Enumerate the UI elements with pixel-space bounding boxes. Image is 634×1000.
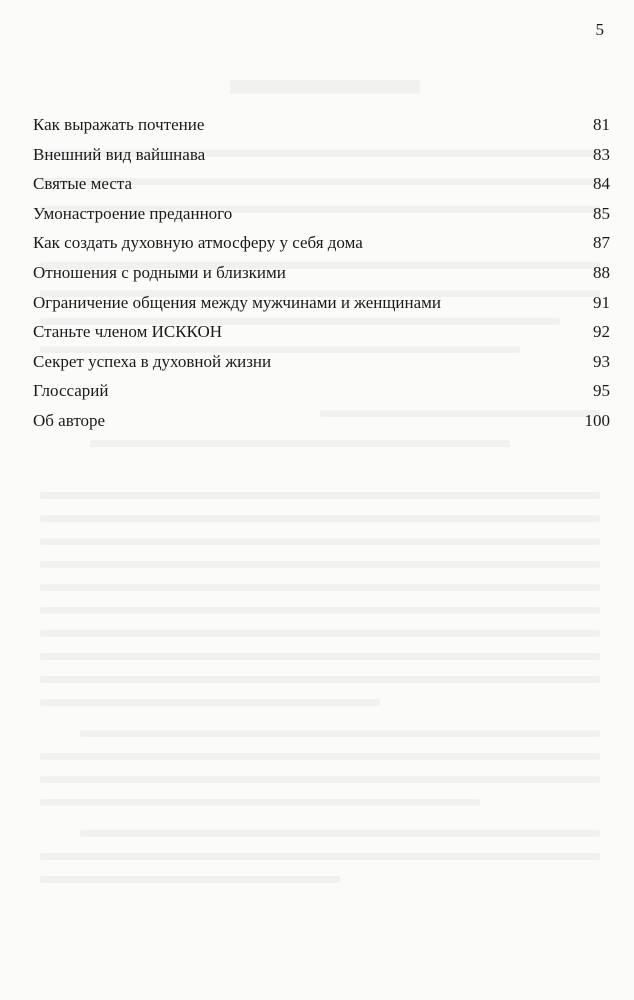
toc-entry-page: 83 — [593, 144, 610, 164]
toc-entry-title: Внешний вид вайшнава — [33, 144, 206, 164]
toc-entry — [33, 320, 610, 350]
toc-entry — [33, 379, 610, 409]
toc-entry-title: Как создать духовную атмосферу у себя дома — [33, 233, 363, 253]
toc-entry — [33, 291, 610, 321]
toc-entry-page: 85 — [593, 203, 610, 223]
toc-entry-page: 81 — [593, 115, 610, 134]
toc-entry-title: Святые места — [33, 174, 133, 194]
toc-entry-page: 91 — [593, 292, 610, 312]
toc-entry — [33, 143, 610, 173]
toc-entry-page: 87 — [593, 233, 610, 253]
toc-entry-title: Ограничение общения между мужчинами и женщинами — [33, 292, 442, 312]
toc-entry — [33, 261, 610, 291]
toc-entry-title: Об авторе — [33, 410, 106, 430]
toc-entry-title: Станьте членом ИСККОН — [33, 322, 223, 342]
toc-entry — [33, 202, 610, 232]
toc-entry-page: 84 — [593, 174, 610, 194]
toc-entry-page: 88 — [593, 262, 610, 282]
toc-entry — [33, 113, 610, 143]
page-number: 5 — [595, 20, 604, 39]
toc-entry-title: Секрет успеха в духовной жизни — [33, 351, 272, 371]
toc-entry-page: 93 — [593, 351, 610, 371]
toc-entry — [33, 409, 610, 439]
toc-entry-title: Как выражать почтение — [33, 115, 205, 134]
table-of-contents — [33, 113, 610, 439]
toc-entry-title: Умонастроение преданного — [33, 203, 233, 223]
toc-entry-page: 100 — [584, 410, 610, 430]
toc-entry-title: Отношения с родными и близкими — [33, 262, 286, 282]
toc-entry — [33, 172, 610, 202]
toc-entry-page: 95 — [593, 381, 610, 401]
toc-entry-page: 92 — [593, 322, 610, 342]
toc-entry — [33, 231, 610, 261]
toc-entry-title: Глоссарий — [33, 381, 109, 401]
toc-entry — [33, 350, 610, 380]
